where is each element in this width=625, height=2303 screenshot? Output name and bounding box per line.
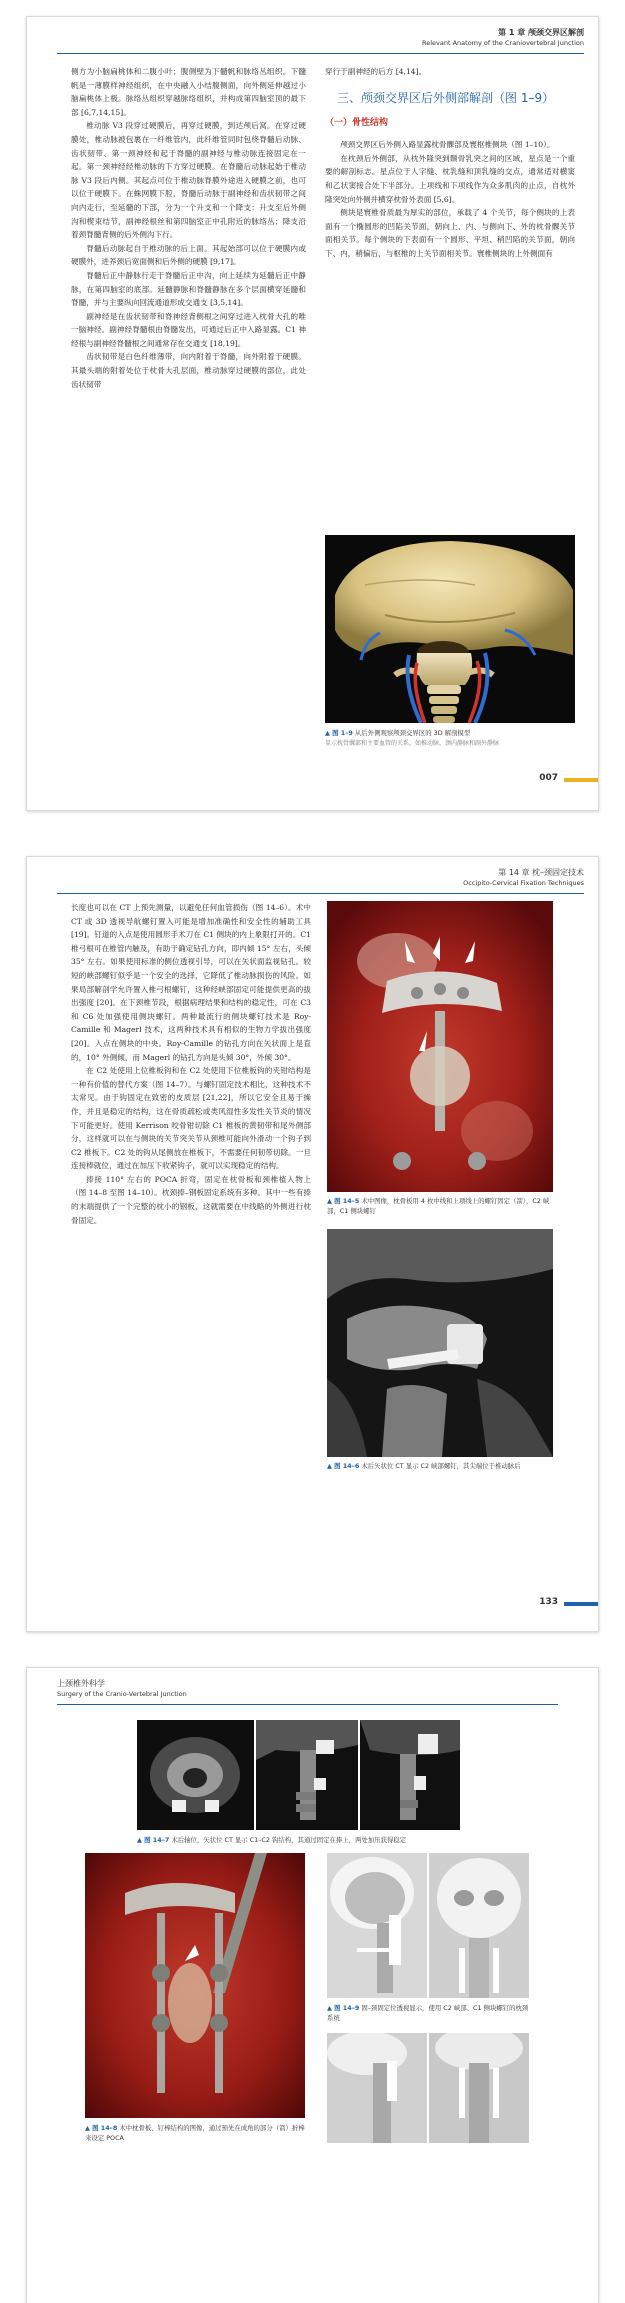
figure-caption-text: 术后轴位，矢状位 CT 显示 C1–C2 钩结构，其通过固定在捧上，两处加压获得稳定 [171, 1836, 407, 1844]
page-number: 007 [539, 773, 558, 783]
right-text-column [325, 65, 575, 535]
figure-ap-xray [429, 1853, 529, 1998]
figure-lateral-xray-2 [327, 2033, 427, 2143]
header-chapter-en: Relevant Anatomy of the Craniovertebral Junction [422, 39, 584, 47]
paragraph: 椎动脉 V3 段穿过硬膜后，再穿过硬膜，到达颅后窝。在穿过硬膜处，椎动脉被包裹在一纤维管内，此纤维管同时包绕脊髓后动脉、齿状韧带、第一颈神经和起于脊髓的副神经与椎动脉连接固定在一起。第一颈神经经椎动脉的下方穿过硬膜。在脊髓后动脉起始于椎动脉 V3 段后内侧。其起点可位于椎动脉脊膜外途进入硬膜之前，也可以位于硬膜下。在蛛网膜下腔，脊髓后动脉于副神经和齿状韧带之间向内走行，至延髓的下部，分为一个升支和一个降支：升支至后外侧沟和楔束结节，副神经根丝和第四脑室正中孔附近的脉络丛；降支沿着颈脊髓背侧的后外侧沟下行。 [71, 121, 306, 240]
caption-triangle-icon: ▲ [327, 1462, 335, 1470]
figure-caption [85, 2124, 310, 2143]
header-rule [57, 893, 584, 894]
section-title: 三、颅颈交界区后外侧部解剖（图 1–9） [337, 90, 555, 105]
header-rule [57, 53, 584, 54]
paragraph: 颅颈交界区后外侧入路显露枕骨髁部及寰枢椎侧块（图 1–10）。 [340, 140, 555, 150]
figure-sagittal-ct [327, 1229, 553, 1457]
header-book-cn: 上颈椎外科学 [57, 1679, 105, 1688]
figure-caption [327, 1462, 553, 1472]
caption-triangle-icon: ▲ [85, 2124, 93, 2132]
paragraph: 脊髓后动脉起自于椎动脉的后上面。其起始部可以位于硬膜内或硬膜外，进养颈后宽面侧和后外侧的硬膜 [9,17]。 [71, 243, 306, 267]
header-chapter-cn: 第 14 章 枕–颈固定技术 [498, 868, 584, 877]
figure-label: 图 14–6 [334, 1462, 360, 1470]
figure-sagittal-ct-2 [360, 1720, 460, 1830]
book-page-007 [26, 16, 599, 811]
figure-sagittal-ct-1 [256, 1720, 358, 1830]
paragraph: 脊髓后正中静脉行走于脊髓后正中沟，向上延续为延髓后正中静脉，在第四脑室的底部。延髓静脉和脊髓静脉在多个层面横穿延髓和脊髓，并与主要纵向回流通道形成交通支 [3,5,14]。 [71, 270, 306, 308]
caption-triangle-icon: ▲ [327, 2004, 335, 2012]
figure-lateral-xray [327, 1853, 427, 1998]
paragraph: 在枕颈后外侧部，从枕外隆突到颞骨乳突之间的区域，星点是一个重要的解剖标志。星点位于人字缝、枕乳缝和顶乳缝的交点，通常适对横窦和乙状窦接合处下半部分。上项线和下项线作为众多肌肉的止点，自枕外隆突处向外侧并横穿枕骨外表面 [5,6]。 [325, 153, 575, 204]
figure-label: 图 14–9 [334, 2004, 360, 2012]
figure-caption-text: 固–颈固定位透视显示，使用 C2 峡部、C1 侧块螺钉的枕颈系统 [327, 2004, 529, 2022]
figure-caption-text: 术中枕骨板、钉棒结构的图像，通过预先在成角的部分（箭）折棒来设定 POCA [85, 2124, 305, 2142]
caption-triangle-icon: ▲ [325, 729, 333, 737]
paragraph: 侧方为小脑扁桃体和二腹小叶；腹侧壁为下髓帆和脉络丛组织。下髓帆是一薄膜样神经组织，在中央融入小结腹侧面，向外侧延伸越过小脑扁桃体上极。脉络丛组织穿越脉络组织，并构成第四脑室顶的最下部 [6,7,14,15]。 [71, 67, 306, 117]
figure-ap-xray-2 [429, 2033, 529, 2143]
page-number-bar [564, 778, 598, 782]
figure-label: 图 14–8 [92, 2124, 118, 2132]
paragraph: 捧接 110° 左右的 POCA 折弯，固定在枕骨板和颈椎植入物上（图 14–8 至图 14–10）。枕颈捧–钢板固定系统有多种。其中一些有捧的末端提供了一个完整的枕小的钢板，这就需要在中线略的外侧进行枕骨固定。 [71, 1174, 311, 1225]
figure-intraoperative-rod [85, 1853, 305, 2118]
paragraph: 侧块是寰椎骨质最为厚实的部位，承载了 4 个关节，每个侧块的上表面有一个椭圆形的凹陷关节面，朝向上、内、与侧向下、外的枕骨髁关节面相关节。每个侧块的下表面有一个圆形、平坦、稍凹陷的关节面，朝向下、内，稍偏后，与枢椎的上关节面相关节。寰椎侧块的上外侧面有 [325, 208, 575, 258]
running-header [57, 1678, 187, 1700]
header-chapter-cn: 第 1 章 颅颈交界区解剖 [498, 28, 584, 37]
figure-intraoperative-photo [327, 901, 553, 1192]
figure-subcaption: 显示枕骨髁部和主要血管的关系，如椎动脉，颈内静脉和副外静脉 [325, 739, 500, 747]
figure-caption [325, 729, 575, 748]
paragraph: 长度也可以在 CT 上预先测量，以避免任何血管损伤（图 14–6）。术中 CT 或 3D 透视导航螺钉置入可能是增加准确性和安全性的辅助工具 [19]。钉道的入点是使用圆形手术刀在 C1 侧块的内上象限打开的。C1 椎弓根可在椎管内触及，有助于确定钻孔方向，即内倾 15° 左右，头倾 35° 左右。如果使用标准的侧位透视引导，可以在矢状面监视钻孔。较短的峡部螺钉似乎是一个安全的选择，它降低了椎动脉损伤的风险。如果局部解剖学允许置入椎弓根螺钉，这种经峡部固定可能提供更高的拔出强度 [20]。在下颈椎节段，根据病理结果和结构的稳定性，可在 C3 和 C6 处加强使用侧块螺钉。两种最流行的侧块螺钉技术是 Roy-Camille 和 Magerl 技术，这两种技术具有相似的生物力学拔出强度 [20]。入点在侧块的中央。Roy-Camille 的钻孔方向在矢状面上是直的，10° 外侧倾，而 Magerl 的钻孔方向是头倾 30°，外倾 30°。 [71, 903, 311, 1062]
paragraph: 齿状韧带是白色纤维薄带，向内附着于脊髓，向外附着于硬膜。其最头端的附着处位于枕骨大孔层面，椎动脉穿过硬膜的部位，此处齿状韧带 [71, 352, 306, 389]
header-rule [57, 1704, 558, 1705]
figure-caption [327, 2004, 532, 2023]
caption-triangle-icon: ▲ [327, 1197, 335, 1205]
paragraph: 穿行于副神经的后方 [4,14]。 [325, 67, 427, 76]
header-book-en: Surgery of the Cranio-Vertebral Junction [57, 1690, 187, 1698]
book-page-133 [26, 856, 599, 1632]
figure-caption [327, 1197, 553, 1216]
figure-label: 图 14–5 [334, 1197, 360, 1205]
left-text-column [71, 65, 306, 787]
figure-caption-text: 从后外侧观察颅颈交界区的 3D 解剖模型 [354, 729, 471, 737]
paragraph: 副神经是在齿状韧带和脊神经背侧根之间穿过进入枕骨大孔的唯一脑神经。副神经脊髓根由脊髓发出，可通过后正中入路显露。C1 神经根与副神经脊髓根之间通常存在交通支 [18,19]。 [71, 311, 306, 348]
paragraph: 在 C2 处使用上位椎板钩和在 C2 处使用下位椎板钩的夹钳结构是一种有价值的替代方案（图 14–7）。与螺钉固定技术相比，这种技术不太常见。由于钩固定在致密的皮质层 [21,22]，所以它安全且易于操作，并且是稳定的结构，这在骨质疏松或类风湿性多发性关节炎的情况下可能更好。使用 Kerrison 咬骨钳切除 C1 椎板的黄韧带和尾外侧部分，这样就可以在与侧块的关节突关节从颈椎可能向外滑动一个钩子到 C2 椎板下。C2 处的钩从尾侧放在椎板下，不需要任何韧带切除。一旦连接棒就位，通过在加压下收紧钩子，就可以实现稳定的结构。 [71, 1066, 311, 1171]
figure-axial-ct [137, 1720, 254, 1830]
figure-caption-text: 术后矢状位 CT 显示 C2 峡部螺钉，其尖端位于椎动脉后 [361, 1462, 521, 1470]
figure-label: 图 1–9 [332, 729, 353, 737]
page-number: 133 [539, 1597, 558, 1607]
figure-caption [137, 1836, 517, 1846]
subsection-title: （一）骨性结构 [325, 117, 389, 128]
running-header [463, 867, 584, 889]
page-number-bar [564, 1602, 598, 1606]
figure-3d-skull-model [325, 535, 575, 723]
book-page-left [26, 1667, 599, 2303]
left-text-column [71, 901, 311, 1631]
header-chapter-en: Occipito-Cervical Fixation Techniques [463, 879, 584, 887]
figure-label: 图 14–7 [144, 1836, 170, 1844]
running-header [422, 27, 584, 49]
figure-caption-text: 术中图像，枕骨板用 4 枚中线和上项线上的螺钉固定（箭），C2 峡部，C1 侧块螺钉 [327, 1197, 550, 1215]
caption-triangle-icon: ▲ [137, 1836, 145, 1844]
